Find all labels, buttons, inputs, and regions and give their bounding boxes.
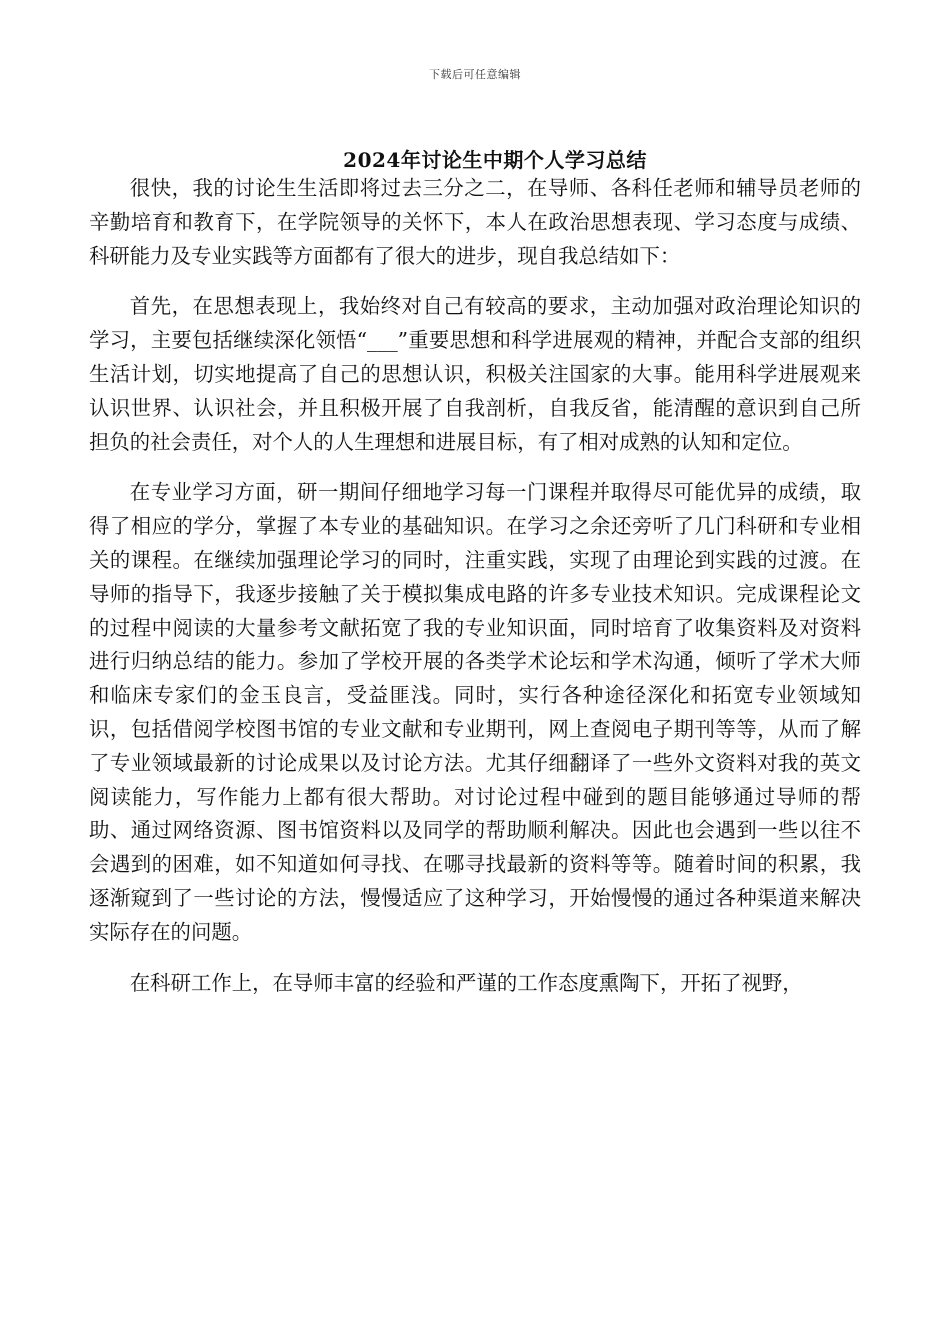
paragraph-intro: 很快，我的讨论生生活即将过去三分之二，在导师、各科任老师和辅导员老师的辛勤培育和教育下，在学院领导的关怀下，本人在政治思想表现、学习态度与成绩、科研能力及专业实践等方面都有了很大的进步，现自我总结如下： — [89, 176, 861, 268]
document-title: 2024年讨论生中期个人学习总结 — [343, 148, 647, 172]
paragraph-study: 在专业学习方面，研一期间仔细地学习每一门课程并取得尽可能优异的成绩，取得了相应的学分，掌握了本专业的基础知识。在学习之余还旁听了几门科研和专业相关的课程。在继续加强理论学习的同时，注重实践，实现了由理论到实践的过渡。在导师的指导下，我逐步接触了关于模拟集成电路的许多专业技术知识。完成课程论文的过程中阅读的大量参考文献拓宽了我的专业知识面，同时培育了收集资料及对资料进行归纳总结的能力。参加了学校开展的各类学术论坛和学术沟通，倾听了学术大师和临床专家们的金玉良言，受益匪浅。同时，实行各种途径深化和拓宽专业领域知识，包括借阅学校图书馆的专业文献和专业期刊，网上查阅电子期刊等等，从而了解了专业领域最新的讨论成果以及讨论方法。尤其仔细翻译了一些外文资料对我的英文阅读能力，写作能力上都有很大帮助。对讨论过程中碰到的题目能够通过导师的帮助、通过网络资源、图书馆资料以及同学的帮助顺利解决。因此也会遇到一些以往不会遇到的困难，如不知道如何寻找、在哪寻找最新的资料等等。随着时间的积累，我逐渐窥到了一些讨论的方法，慢慢适应了这种学习，开始慢慢的通过各种渠道来解决实际存在的问题。 — [89, 480, 861, 944]
document-body — [89, 172, 861, 1017]
paragraph-research: 在科研工作上，在导师丰富的经验和严谨的工作态度熏陶下，开拓了视野， — [129, 970, 803, 995]
header-note: 下载后可任意编辑 — [429, 68, 521, 81]
paragraph-ideology: 首先，在思想表现上，我始终对自己有较高的要求，主动加强对政治理论知识的学习，主要包括继续深化领悟“___”重要思想和科学进展观的精神，并配合支部的组织生活计划，切实地提高了自己的思想认识，积极关注国家的大事。能用科学进展观来认识世界、认识社会，并且积极开展了自我剖析，自我反省，能清醒的意识到自己所担负的社会责任，对个人的人生理想和进展目标，有了相对成熟的认知和定位。 — [89, 294, 861, 454]
